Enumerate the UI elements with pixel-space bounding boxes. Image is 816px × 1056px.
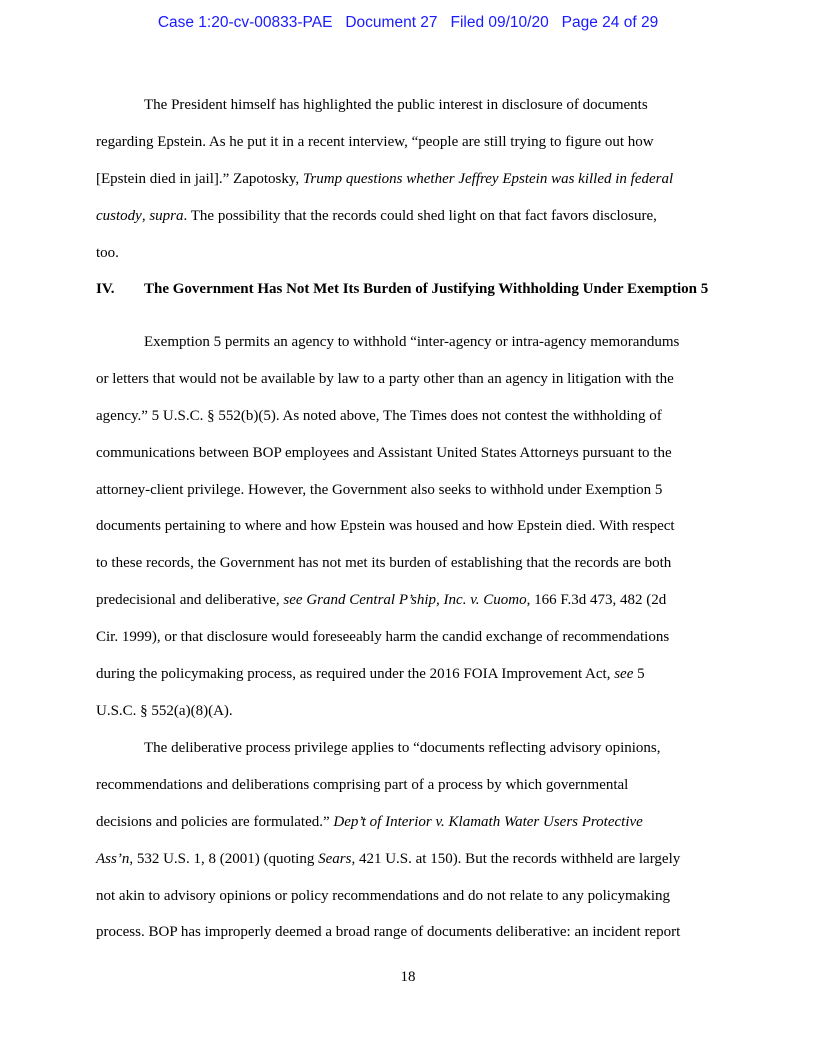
ecf-header xyxy=(0,14,816,32)
paragraph-line: decisions and policies are formulated.” Dep’t of Interior v. Klamath Water Users Protective xyxy=(96,814,643,830)
case-citation: see Grand Central P’ship, Inc. v. Cuomo xyxy=(283,592,527,608)
paragraph-line: recommendations and deliberations comprising part of a process by which governmental xyxy=(96,777,629,793)
paragraph-line: agency.” 5 U.S.C. § 552(b)(5). As noted above, The Times does not contest the withholding of xyxy=(96,408,662,424)
page-number: 18 xyxy=(400,969,416,985)
paragraph-line: documents pertaining to where and how Epstein was housed and how Epstein died. With respect xyxy=(96,518,675,534)
paragraph-line: The deliberative process privilege applies to “documents reflecting advisory opinions, xyxy=(144,740,661,756)
paragraph-line: not akin to advisory opinions or policy recommendations and do not relate to any policymaking xyxy=(96,888,671,904)
paragraph-line: regarding Epstein. As he put it in a recent interview, “people are still trying to figure out how xyxy=(96,134,654,150)
paragraph-line: Exemption 5 permits an agency to withhold “inter-agency or intra-agency memorandums xyxy=(144,334,680,350)
paragraph-line: U.S.C. § 552(a)(8)(A). xyxy=(96,703,233,719)
case-number: Case 1:20-cv-00833-PAE xyxy=(157,14,333,31)
paragraph-line: custody, supra. The possibility that the records could shed light on that fact favors disclosure, xyxy=(96,208,657,224)
paragraph-line: too. xyxy=(96,245,119,261)
citation-title: Trump questions whether Jeffrey Epstein was killed in federal xyxy=(302,171,674,187)
paragraph-line: [Epstein died in jail].” Zapotosky, Trump questions whether Jeffrey Epstein was killed in federal xyxy=(96,171,674,187)
section-heading: The Government Has Not Met Its Burden of Justifying Withholding Under Exemption 5 xyxy=(144,281,709,297)
document-number: Document 27 xyxy=(345,14,438,31)
paragraph-line: predecisional and deliberative, see Grand Central P’ship, Inc. v. Cuomo, 166 F.3d 473, 482 (2d xyxy=(96,592,667,608)
page-indicator: Page 24 of 29 xyxy=(561,14,659,31)
paragraph-line: to these records, the Government has not met its burden of establishing that the records are both xyxy=(96,555,672,571)
paragraph-line: attorney-client privilege. However, the Government also seeks to withhold under Exemption 5 xyxy=(96,482,663,498)
paragraph-line: or letters that would not be available by law to a party other than an agency in litigation with the xyxy=(96,371,674,387)
paragraph-line: Ass’n, 532 U.S. 1, 8 (2001) (quoting Sears, 421 U.S. at 150). But the records withheld are largely xyxy=(96,851,681,867)
section-number: IV. xyxy=(96,281,115,297)
filed-date: Filed 09/10/20 xyxy=(450,14,549,31)
paragraph-line: The President himself has highlighted the public interest in disclosure of documents xyxy=(144,97,648,113)
paragraph-line: process. BOP has improperly deemed a broad range of documents deliberative: an incident report xyxy=(96,924,681,940)
paragraph-line: communications between BOP employees and Assistant United States Attorneys pursuant to the xyxy=(96,445,672,461)
case-citation: Dep’t of Interior v. Klamath Water Users Protective xyxy=(333,814,643,830)
paragraph-line: Cir. 1999), or that disclosure would foreseeably harm the candid exchange of recommendations xyxy=(96,629,670,645)
paragraph-line: during the policymaking process, as required under the 2016 FOIA Improvement Act, see 5 xyxy=(96,666,645,682)
